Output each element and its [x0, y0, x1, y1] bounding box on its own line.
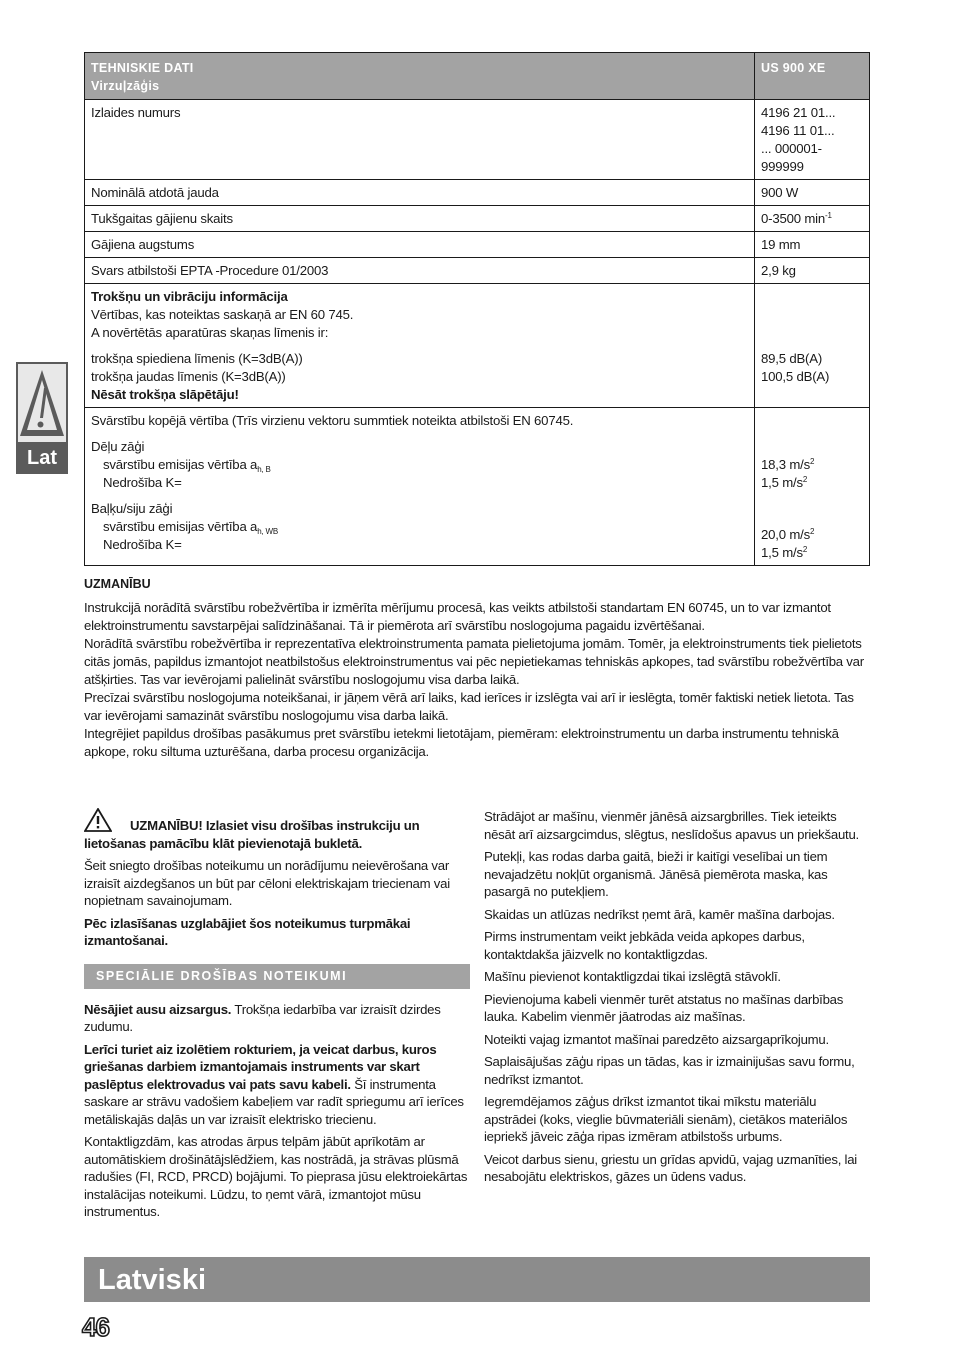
board-uncertainty-label: Nedrošība K=	[103, 475, 182, 490]
catalog-number: 4196 21 01...	[761, 105, 836, 120]
attention-paragraph: Integrējiet papildus drošības pasākumus pret svārstību ietekmi lietotājam, piemēram: elektroinstrumentu un darba instrumentu tehniskā apkope, roku siltuma uzturēšana, darba procesu organizācija.	[84, 726, 839, 759]
table-title: TEHNISKIE DATI	[91, 61, 194, 75]
noise-power-value: 100,5 dB(A)	[761, 369, 830, 384]
vibration-values-cell	[755, 408, 870, 566]
attention-title: UZMANĪBU	[84, 577, 151, 591]
vibration-intro: Svārstību kopējā vērtība (Trīs virzienu vektoru summtiek noteikta atbilstoši EN 60745.	[91, 413, 574, 428]
beam-uncertainty-label: Nedrošība K=	[103, 537, 182, 552]
safety-paragraph: Lerīci turiet aiz izolētiem rokturiem, ja veicat darbus, kuros griešanas darbiem izmantojamais instruments var skart paslēptus elektrovadus vai pats savu kabeli. Šī instrumenta saskare ar strāvu vadošiem kabeļiem var radīt spriegumu arī ierīces metāliskajās daļās un var izraisīt elektrisko triecienu.	[84, 1041, 464, 1127]
noise-power-label: trokšņa jaudas līmenis (K=3dB(A))	[91, 369, 286, 384]
row-value: 19 mm	[755, 232, 870, 258]
row-label: Gājiena augstums	[85, 232, 755, 258]
safety-paragraph: Pirms instrumentam veikt jebkāda veida apkopes darbus, kontaktdakša jāizvelk no kontaktligzdas.	[484, 929, 805, 962]
warning-triangle-icon	[18, 364, 66, 442]
safety-right-column	[484, 808, 870, 1191]
noise-pressure-value: 89,5 dB(A)	[761, 351, 823, 366]
attention-paragraph: Norādītā svārstību robežvērtība ir reprezentatīva elektroinstrumenta pamata pielietojuma jomām. Tomēr, ja elektroinstruments tiek pielietots citās jomās, papildus izmantojot neatbilstošus elektroinstrumentus vai pēc nepietiekamas tehniskās apkopes, tad svārstību robežvērtība var atšķirties. Tas var ievērojami palielināt svārstību noslogojumu visa darba laikā.	[84, 636, 864, 687]
noise-pressure-label: trokšņa spiediena līmenis (K=3dB(A))	[91, 351, 303, 366]
beam-saw-title: Baļķu/siju zāģi	[91, 501, 173, 516]
row-value	[755, 206, 870, 232]
attention-section	[84, 575, 870, 761]
ear-protection-note: Nēsāt trokšņa slāpētāju!	[91, 387, 239, 402]
safety-paragraph: Pievienojuma kabeli vienmēr turēt atstatus no mašīnas darbības lauka. Kabelim vienmēr jāatrodas aiz mašīnas.	[484, 991, 844, 1024]
safety-paragraph: Veicot darbus sienu, griestu un grīdas apvidū, vajag uzmanīties, lai nesabojātu elektriskos, gāzes un ūdens vadus.	[484, 1151, 857, 1184]
row-value: 2,9 kg	[755, 258, 870, 284]
technical-data-table	[84, 52, 870, 566]
safety-paragraph: Šeit sniegto drošības noteikumu un norādījumu neievērošana var izraisīt aizdegšanos un būt par cēloni elektriskajam triecienam vai nopietnam savainojumam.	[84, 858, 450, 908]
vibration-row	[85, 408, 870, 566]
safety-paragraph: Noteikti vajag izmantot mašīnai paredzēto aizsargaprīkojumu.	[484, 1031, 829, 1047]
row-value: 900 W	[755, 180, 870, 206]
noise-line: A novērtētās aparatūras skaņas līmenis ir:	[91, 325, 329, 340]
row-label: Nominālā atdotā jauda	[85, 180, 755, 206]
language-title: Latviski	[98, 1264, 206, 1296]
speed-value: 0-3500 min	[761, 211, 825, 226]
noise-line: Vērtības, kas noteiktas saskaņā ar EN 60 745.	[91, 307, 354, 322]
speed-unit-exponent: -1	[824, 211, 832, 220]
table-row	[85, 206, 870, 232]
serial-range: ... 000001-999999	[761, 141, 822, 174]
safety-paragraph: Iegremdējamos zāģus drīkst izmantot tikai mīkstu materiālu apstrādei (koks, vieglie būvmateriāli sienām), cietākos materiālos iepriekš jāveic zāģa ripas izmēram atbilstošs urbums.	[484, 1094, 848, 1144]
safety-paragraph: Strādājot ar mašīnu, vienmēr jānēsā aizsargbrilles. Tiek ieteikts nēsāt arī aizsargcimdus, slēgtus, neslīdošus apavus un priekšautu.	[484, 809, 859, 842]
table-subtitle: Virzuļzāģis	[91, 79, 160, 93]
table-row	[85, 258, 870, 284]
table-row	[85, 180, 870, 206]
table-row	[85, 100, 870, 180]
board-emission-label: svārstību emisijas vērtība $a_{h, B}$	[103, 457, 271, 474]
safety-paragraph: Pēc izlasīšanas uzglabājiet šos noteikumus turpmākai izmantošanai.	[84, 915, 411, 948]
noise-row	[85, 284, 870, 408]
board-saw-title: Dēļu zāģi	[91, 439, 145, 454]
safety-paragraph: Putekļi, kas rodas darba gaitā, bieži ir kaitīgi veselībai un tiem nevajadzētu nokļūt organismā. Jānēsā piemērota maska, kas pasargā no putekļiem.	[484, 849, 828, 899]
beam-uncertainty-value: 1,5 $m/s^2$	[761, 545, 808, 560]
catalog-number: 4196 11 01...	[761, 123, 835, 138]
language-footer-band	[84, 1257, 870, 1302]
beam-emission-label: svārstību emisijas vērtība $a_{h, WB}$	[103, 519, 278, 536]
safety-paragraph: Saplaisājušas zāģu ripas un tādas, kas ir izmainijušas savu formu, nedrīkst izmantot.	[484, 1054, 855, 1087]
row-label: Izlaides numurs	[85, 100, 755, 180]
attention-paragraph: Instrukcijā norādītā svārstību robežvērtība ir izmērīta mērījumu procesā, kas veikts atbilstoši standartam EN 60745, un to var izmantot elektroinstrumentu savstarpējai salīdzināšanai. Tā ir piemērota arī svārstību noslogojuma pagaidu izvērtēšanai.	[84, 600, 831, 633]
noise-values-cell	[755, 284, 870, 408]
beam-emission-value: 20,0 $m/s^2$	[761, 527, 815, 542]
safety-paragraph: Skaidas un atlūzas nedrīkst ņemt ārā, kamēr mašīna darbojas.	[484, 906, 835, 922]
language-code: Lat	[27, 447, 57, 469]
row-value	[755, 100, 870, 180]
table-row	[85, 232, 870, 258]
row-label: Svars atbilstoši EPTA -Procedure 01/2003	[85, 258, 755, 284]
noise-info-cell	[85, 284, 755, 408]
board-emission-value: 18,3 $m/s^2$	[761, 457, 815, 472]
safety-warning-intro: UZMANĪBU! Izlasiet visu drošības instrukciju un lietošanas pamācību klāt pievienotajā bukletā.	[84, 808, 470, 852]
board-uncertainty-value: 1,5 $m/s^2$	[761, 475, 808, 490]
special-safety-heading: SPECIĀLIE DROŠĪBAS NOTEIKUMI	[84, 964, 470, 989]
safety-paragraph: Mašīnu pievienot kontaktligzdai tikai izslēgtā stāvoklī.	[484, 969, 781, 984]
table-header-model: US 900 XE	[755, 53, 870, 100]
language-side-tab	[16, 362, 68, 474]
safety-paragraph: Kontaktligzdām, kas atrodas ārpus telpām jābūt aprīkotām ar automātiskiem drošinātājslēdžiem, kas nostrādā, ja strāvas plūsmā radušies (FI, RCD, PRCD) bojājumi. To pieprasa jūsu elektroiekārtas instalācijas noteikumi. Lūdzu, to ņemt vārā, izmantojot mūsu instrumentus.	[84, 1134, 468, 1219]
warning-triangle-icon	[84, 808, 112, 832]
vibration-info-cell	[85, 408, 755, 566]
table-header-row	[85, 53, 870, 100]
attention-paragraph: Precīzai svārstību noslogojuma noteikšanai, ir jāņem vērā arī laiks, kad ierīces ir izslēgta vai arī ir ieslēgta, tomēr faktiski netiek lietota. Tas var ievērojami samazināt svārstību noslogojumu visa darba laikā.	[84, 690, 854, 723]
row-label: Tukšgaitas gājienu skaits	[85, 206, 755, 232]
table-header-title-cell	[85, 53, 755, 100]
page-number: 46	[82, 1312, 109, 1342]
noise-title: Trokšņu un vibrāciju informācija	[91, 289, 288, 304]
safety-paragraph: Nēsājiet ausu aizsargus. Trokšņa iedarbība var izraisīt dzirdes zudumu.	[84, 1001, 441, 1034]
safety-left-column	[84, 808, 470, 1226]
